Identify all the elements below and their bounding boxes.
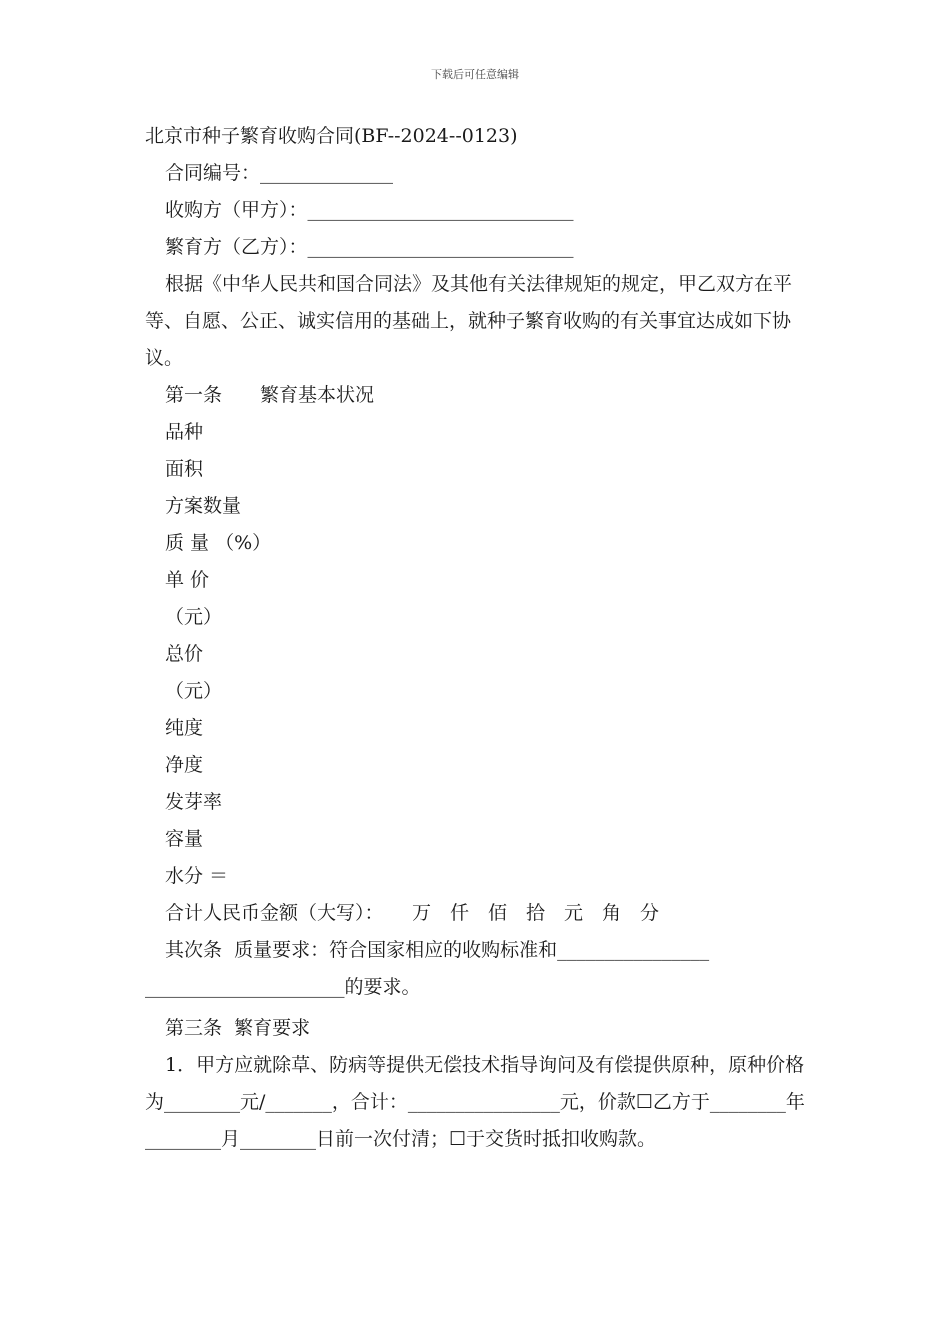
document-body — [145, 118, 810, 1158]
page-header: 下载后可任意编辑 — [431, 68, 519, 81]
article1-item: 纯度 — [165, 717, 204, 739]
contract-title: 北京市种子繁育收购合同(BF--2024--0123) — [145, 125, 518, 147]
article1-item: （元） — [165, 606, 223, 628]
article1-heading: 第一条 繁育基本状况 — [165, 384, 375, 406]
breeder-field: 繁育方（乙方）：____________________________ — [165, 236, 574, 258]
article1-total: 合计人民币金额（大写）： 万 仟 佰 拾 元 角 分 — [165, 902, 660, 924]
article1-item: 单 价 — [165, 569, 210, 591]
article1-item: 面积 — [165, 458, 204, 480]
article1-item: 品种 — [165, 421, 204, 443]
article1-item: 方案数量 — [165, 495, 242, 517]
contract-number-field: 合同编号：______________ — [165, 162, 394, 184]
article1-item: 水分 ＝ — [165, 865, 229, 887]
article2-line2: _____________________的要求。 — [145, 976, 421, 998]
intro-paragraph: 根据《中华人民共和国合同法》及其他有关法律规矩的规定，甲乙双方在平等、自愿、公正、诚实信用的基础上，就种子繁育收购的有关事宜达成如下协议。 — [145, 273, 793, 369]
article1-item: 容量 — [165, 828, 204, 850]
article2-line1: 其次条 质量要求：符合国家相应的收购标准和________________ — [165, 939, 710, 961]
article1-item: （元） — [165, 680, 223, 702]
buyer-field: 收购方（甲方）：____________________________ — [165, 199, 574, 221]
article3-heading: 第三条 繁育要求 — [165, 1017, 311, 1039]
article1-item: 发芽率 — [165, 791, 223, 813]
article1-item: 质 量 （%） — [165, 532, 272, 554]
article1-item: 净度 — [165, 754, 204, 776]
article3-paragraph: 1．甲方应就除草、防病等提供无偿技术指导询问及有偿提供原种，原种价格为________元/_______，合计：________________元，价款☐乙方于________年________月________日前一次付清；☐于交货时抵扣收购款。 — [145, 1054, 805, 1150]
article1-item: 总价 — [165, 643, 204, 665]
